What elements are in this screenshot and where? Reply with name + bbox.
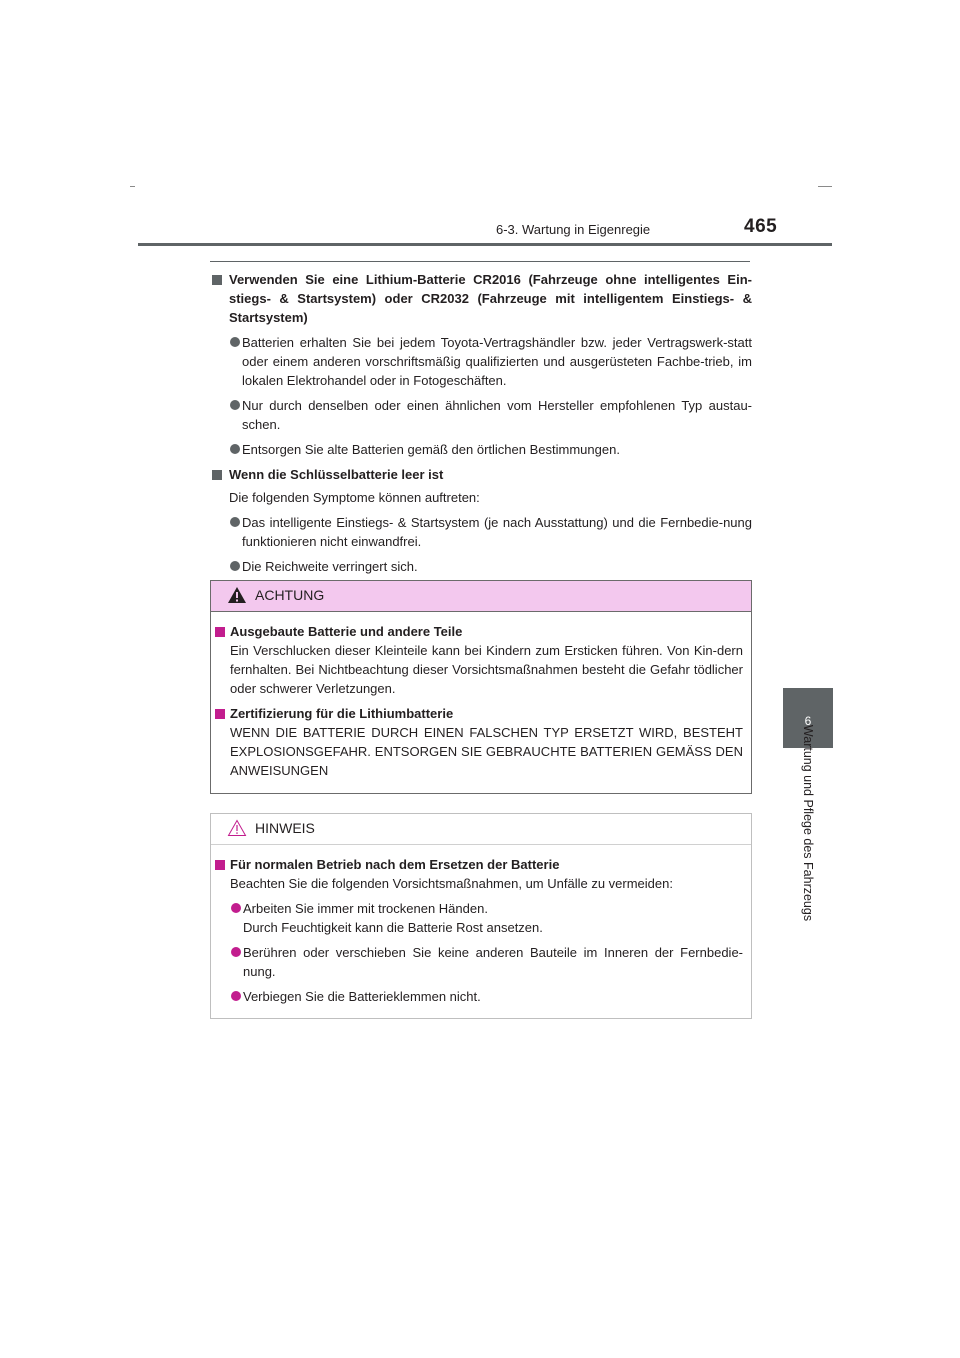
- warning-title: ACHTUNG: [255, 587, 325, 603]
- notice-bullet: [211, 899, 743, 937]
- crop-mark-left: [130, 186, 135, 187]
- warning-heading: Zertifizierung für die Lithiumbatterie: [211, 704, 743, 723]
- section-title: 6-3. Wartung in Eigenregie: [496, 222, 651, 237]
- notice-bullet-line: Durch Feuchtigkeit kann die Batterie Rost ansetzen.: [243, 920, 543, 935]
- notice-bullet-line: Arbeiten Sie immer mit trockenen Händen.: [243, 901, 488, 916]
- notice-box: [210, 813, 752, 1019]
- warning-heading: Ausgebaute Batterie und andere Teile: [211, 622, 743, 641]
- content-rule: [210, 261, 750, 262]
- bullet-item: Entsorgen Sie alte Batterien gemäß den örtlichen Bestimmungen.: [210, 440, 752, 459]
- chapter-label-text: Wartung und Pflege des Fahrzeugs: [801, 724, 815, 922]
- warning-text: WENN DIE BATTERIE DURCH EINEN FALSCHEN TYP ERSETZT WIRD, BESTEHT EXPLOSIONSGEFAHR. ENTSORGEN SIE GEBRAUCHTE BATTERIEN GEMÄSS DEN ANWEISUNGEN: [230, 725, 743, 778]
- notice-header: [211, 814, 751, 845]
- notice-body: [211, 845, 751, 1006]
- notice-bullet-line: Berühren oder verschieben Sie keine anderen Bauteile im Inneren der Fernbedie-nung.: [243, 945, 743, 979]
- page-number: 465: [744, 216, 778, 237]
- chapter-number: 6: [804, 714, 812, 728]
- notice-title: HINWEIS: [255, 820, 315, 836]
- main-content: [210, 266, 752, 576]
- bullet-item: Nur durch denselben oder einen ähnlichen vom Hersteller empfohlenen Typ austau-schen.: [210, 396, 752, 434]
- section-intro: Die folgenden Symptome können auftreten:: [229, 490, 480, 505]
- notice-heading: Für normalen Betrieb nach dem Ersetzen der Batterie: [211, 855, 743, 874]
- notice-bullet-line: Verbiegen Sie die Batterieklemmen nicht.: [243, 989, 481, 1004]
- crop-mark-right: [818, 186, 832, 187]
- warning-text: Ein Verschlucken dieser Kleinteile kann bei Kindern zum Ersticken führen. Von Kin-dern fernhalten. Bei Nichtbeachtung dieser Vorsichtsmaßnahmen besteht die Gefahr tödlicher oder schwerer Verletzungen.: [230, 643, 743, 696]
- notice-bullet: [211, 987, 743, 1006]
- warning-box: [210, 580, 752, 794]
- header-rule: [138, 243, 832, 246]
- caution-triangle-icon: [227, 819, 247, 837]
- bullet-item: Die Reichweite verringert sich.: [210, 557, 752, 576]
- warning-triangle-icon: [227, 586, 247, 604]
- section-heading: Verwenden Sie eine Lithium-Batterie CR2016 (Fahrzeuge ohne intelligentes Ein-stiegs- & Startsystem) oder CR2032 (Fahrzeuge mit intelligentem Einstiegs- & Startsystem): [210, 270, 752, 327]
- warning-body: [211, 612, 751, 780]
- notice-bullet: [211, 943, 743, 981]
- notice-intro: Beachten Sie die folgenden Vorsichtsmaßnahmen, um Unfälle zu vermeiden:: [230, 876, 673, 891]
- warning-header: [211, 581, 751, 612]
- bullet-item: Batterien erhalten Sie bei jedem Toyota-Vertragshändler bzw. jeder Vertragswerk-statt oder einem anderen vorschriftsmäßig qualifizierten und ausgerüsteten Fachbe-trieb, im lokalen Elektrohandel oder in Fotogeschäften.: [210, 333, 752, 390]
- section-heading: Wenn die Schlüsselbatterie leer ist: [210, 465, 752, 484]
- bullet-item: Das intelligente Einstiegs- & Startsystem (je nach Ausstattung) und die Fernbedie-nung funktionieren nicht einwandfrei.: [210, 513, 752, 551]
